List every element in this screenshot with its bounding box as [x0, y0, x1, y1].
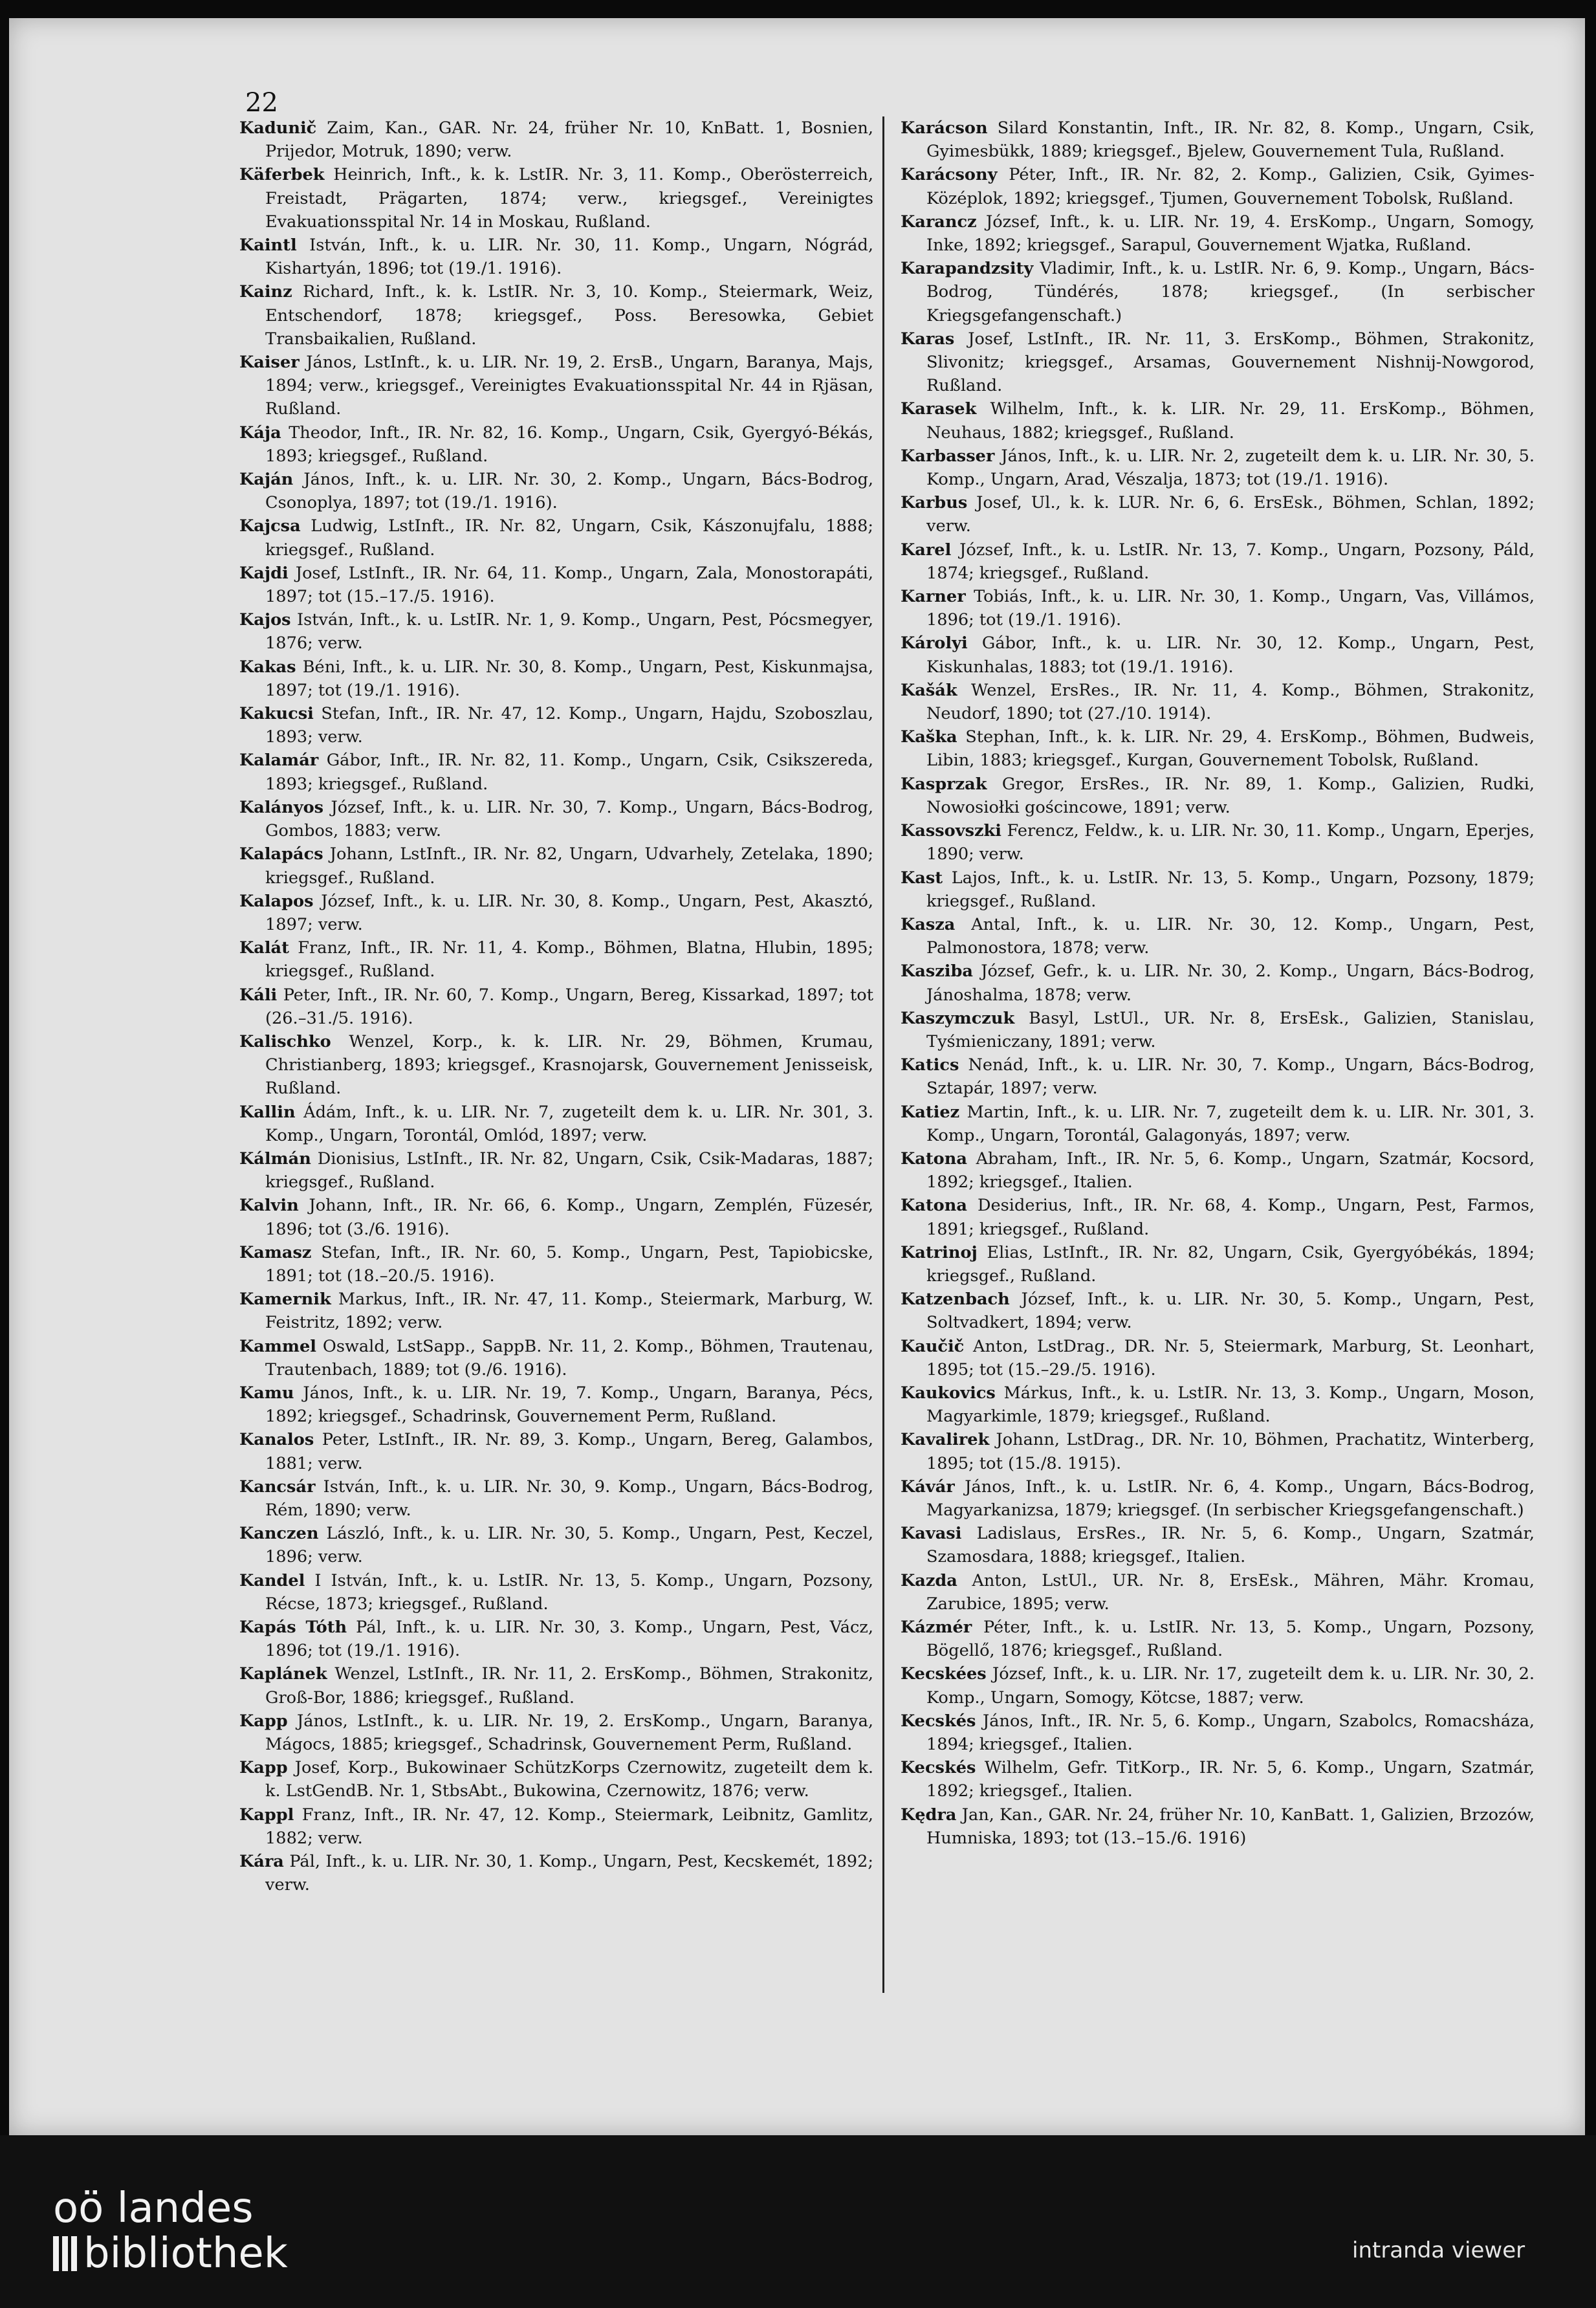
entry-details: Ludwig, LstInft., IR. Nr. 82, Ungarn, Csik, Kászonujfalu, 1888; kriegsgef., Rußland.: [265, 516, 873, 560]
register-entry: [901, 1428, 1535, 1475]
entry-surname: Kázmér: [901, 1618, 972, 1637]
entry-surname: Kadunič: [239, 118, 317, 138]
register-entry: [239, 608, 873, 655]
entry-details: Josef, Korp., Bukowinaer SchützKorps Czernowitz, zugeteilt dem k. k. LstGendB. Nr. 1, StbsAbt., Bukowina, Czernowitz, 1876; verw.: [265, 1758, 873, 1801]
entry-surname: Kędra: [901, 1805, 957, 1825]
entry-surname: Károlyi: [901, 633, 968, 654]
entry-surname: Kaján: [239, 470, 294, 490]
entry-surname: Kecskés: [901, 1758, 976, 1778]
entry-details: János, Inft., k. u. LstIR. Nr. 6, 4. Komp., Ungarn, Bács-Bodrog, Magyarkanizsa, 1879; kriegsgef. (In serbischer Kriegsgefangenschaft.): [926, 1477, 1535, 1520]
entry-surname: Kamasz: [239, 1242, 312, 1262]
entry-surname: Kaiser: [239, 353, 300, 373]
entry-details: Franz, Inft., IR. Nr. 47, 12. Komp., Steiermark, Leibnitz, Gamlitz, 1882; verw.: [265, 1805, 873, 1848]
entry-surname: Kalányos: [239, 797, 324, 817]
entry-details: Dionisius, LstInft., IR. Nr. 82, Ungarn, Csik, Csik-Madaras, 1887; kriegsgef., Rußland.: [265, 1149, 873, 1192]
entry-details: Péter, Inft., k. u. LstIR. Nr. 13, 5. Komp., Ungarn, Pozsony, Bögellő, 1876; kriegsgef., Rußland.: [926, 1618, 1535, 1661]
register-entry: [901, 538, 1535, 585]
entry-surname: Katics: [901, 1055, 959, 1075]
entry-details: Peter, Inft., IR. Nr. 60, 7. Komp., Ungarn, Bereg, Kissarkad, 1897; tot (26.–31./5. 1916).: [265, 985, 873, 1028]
register-entry: [239, 1288, 873, 1334]
entry-surname: Kancsár: [239, 1477, 316, 1497]
entry-surname: Kalischko: [239, 1031, 331, 1051]
register-entry: [239, 1662, 873, 1709]
entry-surname: Kakas: [239, 657, 296, 677]
register-entry: [239, 351, 873, 421]
entry-details: Pál, Inft., k. u. LIR. Nr. 30, 3. Komp., Ungarn, Pest, Vácz, 1896; tot (19./1. 1916).: [265, 1618, 873, 1661]
entry-details: Ádám, Inft., k. u. LIR. Nr. 7, zugeteilt dem k. u. LIR. Nr. 301, 3. Komp., Ungarn, Torontál, Omlód, 1897; verw.: [265, 1102, 873, 1145]
entry-details: János, LstInft., k. u. LIR. Nr. 19, 2. ErsKomp., Ungarn, Baranya, Mágocs, 1885; kriegsgef., Schadrinsk, Gouvernement Perm, Rußland.: [265, 1711, 873, 1755]
entry-details: Wenzel, ErsRes., IR. Nr. 11, 4. Komp., Böhmen, Strakonitz, Neudorf, 1890; tot (27./10. 1914).: [926, 680, 1535, 724]
entry-details: Nenád, Inft., k. u. LIR. Nr. 30, 7. Komp., Ungarn, Bács-Bodrog, Sztapár, 1897; verw.: [926, 1055, 1535, 1099]
left-column: [239, 116, 873, 1993]
logo-line2: bibliothek: [83, 2230, 288, 2278]
register-entry: [901, 1381, 1535, 1428]
entry-surname: Kajos: [239, 610, 291, 630]
entry-surname: Kája: [239, 423, 281, 443]
entry-surname: Karbus: [901, 493, 968, 513]
entry-surname: Karas: [901, 329, 955, 349]
register-entry: [901, 585, 1535, 632]
register-entry: [901, 866, 1535, 913]
entry-surname: Kaplánek: [239, 1664, 327, 1684]
register-entry: [239, 421, 873, 468]
entry-details: Anton, LstUl., UR. Nr. 8, ErsEsk., Mähren, Mähr. Kromau, Zarubice, 1895; verw.: [926, 1570, 1535, 1614]
entry-surname: Katona: [901, 1196, 967, 1216]
entry-details: Anton, LstDrag., DR. Nr. 5, Steiermark, Marburg, St. Leonhart, 1895; tot (15.–29./5. 1916).: [926, 1336, 1535, 1379]
entry-surname: Karapandzsity: [901, 259, 1034, 279]
register-entry: [901, 1522, 1535, 1568]
entry-details: Abraham, Inft., IR. Nr. 5, 6. Komp., Ungarn, Szatmár, Kocsord, 1892; kriegsgef., Italien.: [926, 1149, 1535, 1192]
logo-line1: oö landes: [53, 2184, 254, 2232]
entry-surname: Katiez: [901, 1102, 960, 1122]
entry-surname: Kappl: [239, 1805, 294, 1825]
register-entry: [239, 1428, 873, 1475]
entry-surname: Kavalirek: [901, 1430, 990, 1450]
entry-surname: Kalát: [239, 938, 289, 958]
entry-details: Wilhelm, Gefr. TitKorp., IR. Nr. 5, 6. Komp., Ungarn, Szatmár, 1892; kriegsgef., Italien.: [926, 1758, 1535, 1801]
entry-surname: Kecskés: [901, 1711, 976, 1731]
register-entry: [901, 1756, 1535, 1803]
register-entry: [901, 632, 1535, 678]
entry-surname: Kajcsa: [239, 516, 301, 536]
entry-surname: Kalapos: [239, 891, 314, 911]
entry-details: József, Inft., k. u. LstIR. Nr. 13, 7. Komp., Ungarn, Pozsony, Páld, 1874; kriegsgef., Rußland.: [926, 540, 1535, 583]
register-entry: [901, 445, 1535, 491]
entry-details: Desiderius, Inft., IR. Nr. 68, 4. Komp., Ungarn, Pest, Farmos, 1891; kriegsgef., Rußland.: [926, 1196, 1535, 1239]
entry-surname: Kajdi: [239, 563, 289, 583]
register-entry: [239, 1194, 873, 1240]
register-entry: [901, 491, 1535, 538]
register-entry: [901, 773, 1535, 819]
register-entry: [239, 890, 873, 936]
entry-details: Tobiás, Inft., k. u. LIR. Nr. 30, 1. Komp., Ungarn, Vas, Villámos, 1896; tot (19./1. 1916).: [926, 587, 1535, 630]
entry-surname: Käferbek: [239, 165, 325, 185]
register-entry: [901, 1335, 1535, 1381]
entry-surname: Kaučič: [901, 1336, 965, 1356]
register-entry: [239, 514, 873, 561]
register-entry: [239, 1241, 873, 1288]
entry-surname: Kanalos: [239, 1430, 314, 1450]
entry-details: Antal, Inft., k. u. LIR. Nr. 30, 12. Komp., Ungarn, Pest, Palmonostora, 1878; verw.: [926, 914, 1535, 958]
register-entry: [239, 1803, 873, 1850]
register-entry: [901, 327, 1535, 398]
register-entry: [239, 116, 873, 163]
entry-details: János, Inft., k. u. LIR. Nr. 30, 2. Komp., Ungarn, Bács-Bodrog, Csonoplya, 1897; tot (19./1. 1916).: [265, 470, 873, 513]
entry-details: Gregor, ErsRes., IR. Nr. 89, 1. Komp., Galizien, Rudki, Nowosiołki gościncowe, 1891; verw.: [926, 774, 1535, 817]
entry-details: Jan, Kan., GAR. Nr. 24, früher Nr. 10, KanBatt. 1, Galizien, Brzozów, Humniska, 1893; tot (13.–15./6. 1916): [926, 1805, 1535, 1848]
register-entry: [239, 562, 873, 608]
register-entry: [239, 1850, 873, 1896]
register-entry: [901, 210, 1535, 257]
entry-details: Josef, LstInft., IR. Nr. 64, 11. Komp., Ungarn, Zala, Monostorapáti, 1897; tot (15.–17./5. 1916).: [265, 563, 873, 607]
register-entry: [239, 163, 873, 234]
entry-details: József, Inft., k. u. LIR. Nr. 30, 7. Komp., Ungarn, Bács-Bodrog, Gombos, 1883; verw.: [265, 797, 873, 841]
entry-surname: Katrinoj: [901, 1242, 978, 1262]
register-entry: [239, 234, 873, 280]
entry-surname: Kaszymczuk: [901, 1008, 1015, 1028]
register-entry: [239, 1335, 873, 1381]
register-entry: [239, 468, 873, 514]
entry-surname: Kavasi: [901, 1524, 962, 1544]
entry-surname: Kalamár: [239, 751, 319, 771]
register-entry: [901, 1288, 1535, 1334]
entry-details: Péter, Inft., IR. Nr. 82, 2. Komp., Galizien, Csik, Gyimes-Középlok, 1892; kriegsgef., Tjumen, Gouvernement Tobolsk, Rußland.: [926, 165, 1535, 208]
page-number: 22: [245, 88, 278, 118]
column-divider: [882, 116, 884, 1993]
register-entry: [901, 1709, 1535, 1756]
entry-surname: Kamernik: [239, 1290, 331, 1310]
register-entry: [901, 1241, 1535, 1288]
register-entry: [901, 1194, 1535, 1240]
entry-surname: Kaintl: [239, 236, 297, 256]
entry-details: József, Inft., k. u. LIR. Nr. 30, 5. Komp., Ungarn, Pest, Soltvadkert, 1894; verw.: [926, 1290, 1535, 1333]
register-entry: [239, 1616, 873, 1662]
register-entry: [239, 655, 873, 702]
entry-surname: Kainz: [239, 282, 292, 302]
right-column: [901, 116, 1535, 1993]
entry-details: Josef, Ul., k. k. LUR. Nr. 6, 6. ErsEsk., Böhmen, Schlan, 1892; verw.: [926, 493, 1535, 536]
entry-details: Béni, Inft., k. u. LIR. Nr. 30, 8. Komp., Ungarn, Pest, Kiskunmajsa, 1897; tot (19./1. 1916).: [265, 657, 873, 700]
entry-details: Oswald, LstSapp., SappB. Nr. 11, 2. Komp., Böhmen, Trautenau, Trautenbach, 1889; tot (9./6. 1916).: [265, 1336, 873, 1379]
viewer-brand-label[interactable]: intranda viewer: [1352, 2237, 1525, 2263]
register-entry: [901, 1053, 1535, 1100]
entry-details: Márkus, Inft., k. u. LstIR. Nr. 13, 3. Komp., Ungarn, Moson, Magyarkimle, 1879; kriegsgef., Rußland.: [926, 1383, 1535, 1427]
entry-details: László, Inft., k. u. LIR. Nr. 30, 5. Komp., Ungarn, Pest, Keczel, 1896; verw.: [265, 1524, 873, 1567]
entry-surname: Kassovszki: [901, 821, 1001, 841]
entry-details: Martin, Inft., k. u. LIR. Nr. 7, zugeteilt dem k. u. LIR. Nr. 301, 3. Komp., Ungarn, Torontál, Galagonyás, 1897; verw.: [926, 1102, 1535, 1145]
entry-surname: Kaukovics: [901, 1383, 996, 1403]
register-entry: [239, 749, 873, 795]
entry-details: István, Inft., k. u. LIR. Nr. 30, 11. Komp., Ungarn, Nógrád, Kishartyán, 1896; tot (19./1. 1916).: [265, 236, 873, 279]
entry-details: József, Inft., k. u. LIR. Nr. 30, 8. Komp., Ungarn, Pest, Akasztó, 1897; verw.: [265, 891, 873, 934]
register-entry: [239, 702, 873, 749]
entry-surname: Kanczen: [239, 1524, 319, 1544]
entry-surname: Karácsony: [901, 165, 998, 185]
register-entry: [901, 679, 1535, 725]
entry-details: Wilhelm, Inft., k. k. LIR. Nr. 29, 11. ErsKomp., Böhmen, Neuhaus, 1882; kriegsgef., Rußland.: [926, 399, 1535, 443]
entry-surname: Kávár: [901, 1477, 955, 1497]
entry-details: Johann, LstDrag., DR. Nr. 10, Böhmen, Prachatitz, Winterberg, 1895; tot (15./8. 1915).: [926, 1430, 1535, 1473]
library-logo[interactable]: [53, 2186, 288, 2276]
entry-surname: Kammel: [239, 1336, 316, 1356]
entry-surname: Kazda: [901, 1570, 957, 1590]
register-entry: [239, 1522, 873, 1568]
entry-details: Richard, Inft., k. k. LstIR. Nr. 3, 10. Komp., Steiermark, Weiz, Entschendorf, 1878; kriegsgef., Poss. Beresowka, Gebiet Transbaikalien, Rußland.: [265, 282, 873, 349]
entry-surname: Karasek: [901, 399, 977, 419]
entry-details: Lajos, Inft., k. u. LstIR. Nr. 13, 5. Komp., Ungarn, Pozsony, 1879; kriegsgef., Rußland.: [926, 868, 1535, 911]
entry-surname: Kasziba: [901, 962, 973, 982]
entry-surname: Kallin: [239, 1102, 296, 1122]
entry-details: Zaim, Kan., GAR. Nr. 24, früher Nr. 10, KnBatt. 1, Bosnien, Prijedor, Motruk, 1890; verw.: [265, 118, 873, 162]
register-entry: [239, 796, 873, 842]
register-entry: [239, 280, 873, 351]
entry-details: János, Inft., IR. Nr. 5, 6. Komp., Ungarn, Szabolcs, Romacsháza, 1894; kriegsgef., Italien.: [926, 1711, 1535, 1755]
entry-surname: Kandel: [239, 1570, 305, 1590]
entry-details: Gábor, Inft., IR. Nr. 82, 11. Komp., Ungarn, Csik, Csikszereda, 1893; kriegsgef., Rußland.: [265, 751, 873, 794]
register-entry: [901, 397, 1535, 444]
entry-details: Ladislaus, ErsRes., IR. Nr. 5, 6. Komp., Ungarn, Szatmár, Szamosdara, 1888; kriegsgef., Italien.: [926, 1524, 1535, 1567]
entry-details: Johann, LstInft., IR. Nr. 82, Ungarn, Udvarhely, Zetelaka, 1890; kriegsgef., Rußland.: [265, 844, 873, 888]
entry-details: Basyl, LstUl., UR. Nr. 8, ErsEsk., Galizien, Stanislau, Tyśmieniczany, 1891; verw.: [926, 1008, 1535, 1051]
entry-details: József, Inft., k. u. LIR. Nr. 17, zugeteilt dem k. u. LIR. Nr. 30, 2. Komp., Ungarn, Somogy, Kötcse, 1887; verw.: [926, 1664, 1535, 1708]
register-entry: [901, 725, 1535, 772]
entry-details: Stefan, Inft., IR. Nr. 47, 12. Komp., Ungarn, Hajdu, Szoboszlau, 1893; verw.: [265, 704, 873, 747]
entry-details: Ferencz, Feldw., k. u. LIR. Nr. 30, 11. Komp., Ungarn, Eperjes, 1890; verw.: [926, 821, 1535, 864]
register-entry: [901, 1569, 1535, 1616]
entry-details: Markus, Inft., IR. Nr. 47, 11. Komp., Steiermark, Marburg, W. Feistritz, 1892; verw.: [265, 1290, 873, 1333]
entry-surname: Kapás Tóth: [239, 1618, 347, 1637]
entry-surname: Kaška: [901, 727, 957, 747]
register-entry: [901, 1803, 1535, 1850]
entry-surname: Kecskées: [901, 1664, 987, 1684]
register-entry: [901, 960, 1535, 1006]
entry-details: János, Inft., k. u. LIR. Nr. 2, zugeteilt dem k. u. LIR. Nr. 30, 5. Komp., Ungarn, Arad, Vészalja, 1873; tot (19./1. 1916).: [926, 446, 1535, 490]
register-entry: [239, 1475, 873, 1522]
entry-surname: Kalvin: [239, 1196, 299, 1216]
entry-details: Silard Konstantin, Inft., IR. Nr. 82, 8. Komp., Ungarn, Csik, Gyimesbükk, 1889; kriegsgef., Bjelew, Gouvernement Tula, Rußland.: [926, 118, 1535, 162]
register-entry: [901, 257, 1535, 327]
entry-surname: Káli: [239, 985, 278, 1005]
register-entry: [901, 819, 1535, 866]
entry-surname: Karel: [901, 540, 952, 560]
entry-surname: Katzenbach: [901, 1290, 1010, 1310]
entry-details: Stefan, Inft., IR. Nr. 60, 5. Komp., Ungarn, Pest, Tapiobicske, 1891; tot (18.–20./5. 1916).: [265, 1242, 873, 1286]
register-entry: [239, 1381, 873, 1428]
register-entry: [239, 1147, 873, 1194]
register-entry: [239, 1709, 873, 1756]
register-entry: [901, 1147, 1535, 1194]
register-entry: [239, 842, 873, 889]
entry-surname: Karner: [901, 587, 966, 607]
register-entry: [901, 1101, 1535, 1147]
register-entry: [239, 1101, 873, 1147]
register-entry: [239, 1030, 873, 1101]
entry-surname: Kasprzak: [901, 774, 987, 794]
register-entry: [901, 1616, 1535, 1662]
entry-surname: Kapp: [239, 1758, 288, 1778]
entry-details: Stephan, Inft., k. k. LIR. Nr. 29, 4. ErsKomp., Böhmen, Budweis, Libin, 1883; kriegsgef., Kurgan, Gouvernement Tobolsk, Rußland.: [926, 727, 1535, 771]
entry-details: Gábor, Inft., k. u. LIR. Nr. 30, 12. Komp., Ungarn, Pest, Kiskunhalas, 1883; tot (19./1. 1916).: [926, 633, 1535, 677]
entry-details: József, Gefr., k. u. LIR. Nr. 30, 2. Komp., Ungarn, Bács-Bodrog, Jánoshalma, 1878; verw.: [926, 962, 1535, 1005]
entry-surname: Kamu: [239, 1383, 294, 1403]
entry-surname: Kasza: [901, 914, 956, 934]
entry-surname: Karancz: [901, 212, 977, 232]
entry-surname: Kapp: [239, 1711, 288, 1731]
logo-bars-icon: [53, 2236, 77, 2271]
register-entry: [239, 936, 873, 983]
register-entry: [239, 1756, 873, 1803]
entry-details: Peter, LstInft., IR. Nr. 89, 3. Komp., Ungarn, Bereg, Galambos, 1881; verw.: [265, 1430, 873, 1473]
entry-details: Pál, Inft., k. u. LIR. Nr. 30, 1. Komp., Ungarn, Pest, Kecskemét, 1892; verw.: [265, 1852, 873, 1895]
entry-details: Heinrich, Inft., k. k. LstIR. Nr. 3, 11. Komp., Oberösterreich, Freistadt, Prägarten, 1874; verw., kriegsgef., Vereinigtes Evakuationsspital Nr. 14 in Moskau, Rußland.: [265, 165, 873, 232]
register-entry: [901, 1662, 1535, 1709]
entry-surname: Karbasser: [901, 446, 995, 466]
entry-surname: Kára: [239, 1852, 284, 1872]
register-entry: [901, 163, 1535, 210]
entry-surname: Kakucsi: [239, 704, 314, 724]
entry-details: Johann, Inft., IR. Nr. 66, 6. Komp., Ungarn, Zemplén, Füzesér, 1896; tot (3./6. 1916).: [265, 1196, 873, 1239]
entry-surname: Kašák: [901, 680, 957, 700]
register-entry: [901, 116, 1535, 163]
entry-details: Vladimir, Inft., k. u. LstIR. Nr. 6, 9. Komp., Ungarn, Bács-Bodrog, Tündérés, 1878; kriegsgef., (In serbischer Kriegsgefangenschaft.): [926, 259, 1535, 325]
entry-details: István, Inft., k. u. LIR. Nr. 30, 9. Komp., Ungarn, Bács-Bodrog, Rém, 1890; verw.: [265, 1477, 873, 1520]
entry-details: István, Inft., k. u. LstIR. Nr. 1, 9. Komp., Ungarn, Pest, Pócsmegyer, 1876; verw.: [265, 610, 873, 654]
register-entry: [901, 1007, 1535, 1053]
entry-details: Theodor, Inft., IR. Nr. 82, 16. Komp., Ungarn, Csik, Gyergyó-Békás, 1893; kriegsgef., Rußland.: [265, 423, 873, 466]
register-entry: [239, 1569, 873, 1616]
entry-details: Wenzel, LstInft., IR. Nr. 11, 2. ErsKomp., Böhmen, Strakonitz, Groß-Bor, 1886; kriegsgef., Rußland.: [265, 1664, 873, 1708]
entry-surname: Katona: [901, 1149, 967, 1169]
register-entry: [239, 984, 873, 1030]
entry-details: Franz, Inft., IR. Nr. 11, 4. Komp., Böhmen, Blatna, Hlubin, 1895; kriegsgef., Rußland.: [265, 938, 873, 982]
entry-details: János, LstInft., k. u. LIR. Nr. 19, 2. ErsB., Ungarn, Baranya, Majs, 1894; verw., kriegsgef., Vereinigtes Evakuationsspital Nr. 44 in Rjäsan, Rußland.: [265, 353, 873, 419]
entry-surname: Kast: [901, 868, 943, 888]
entry-details: József, Inft., k. u. LIR. Nr. 19, 4. ErsKomp., Ungarn, Somogy, Inke, 1892; kriegsgef., Sarapul, Gouvernement Wjatka, Rußland.: [926, 212, 1535, 256]
register-entry: [901, 913, 1535, 960]
entry-details: János, Inft., k. u. LIR. Nr. 19, 7. Komp., Ungarn, Baranya, Pécs, 1892; kriegsgef., Schadrinsk, Gouvernement Perm, Rußland.: [265, 1383, 873, 1427]
register-entry: [901, 1475, 1535, 1522]
entry-details: Wenzel, Korp., k. k. LIR. Nr. 29, Böhmen, Krumau, Christianberg, 1893; kriegsgef., Krasnojarsk, Gouvernement Jenisseisk, Rußland.: [265, 1031, 873, 1099]
entry-surname: Karácson: [901, 118, 988, 138]
entry-details: Josef, LstInft., IR. Nr. 11, 3. ErsKomp., Böhmen, Strakonitz, Slivonitz; kriegsgef., Arsamas, Gouvernement Nishnij-Nowgorod, Rußland.: [926, 329, 1535, 396]
entry-details: I István, Inft., k. u. LstIR. Nr. 13, 5. Komp., Ungarn, Pozsony, Récse, 1873; kriegsgef., Rußland.: [265, 1570, 873, 1614]
entry-surname: Kalapács: [239, 844, 323, 864]
entry-details: Elias, LstInft., IR. Nr. 82, Ungarn, Csik, Gyergyóbékás, 1894; kriegsgef., Rußland.: [926, 1242, 1535, 1286]
entry-surname: Kálmán: [239, 1149, 311, 1169]
